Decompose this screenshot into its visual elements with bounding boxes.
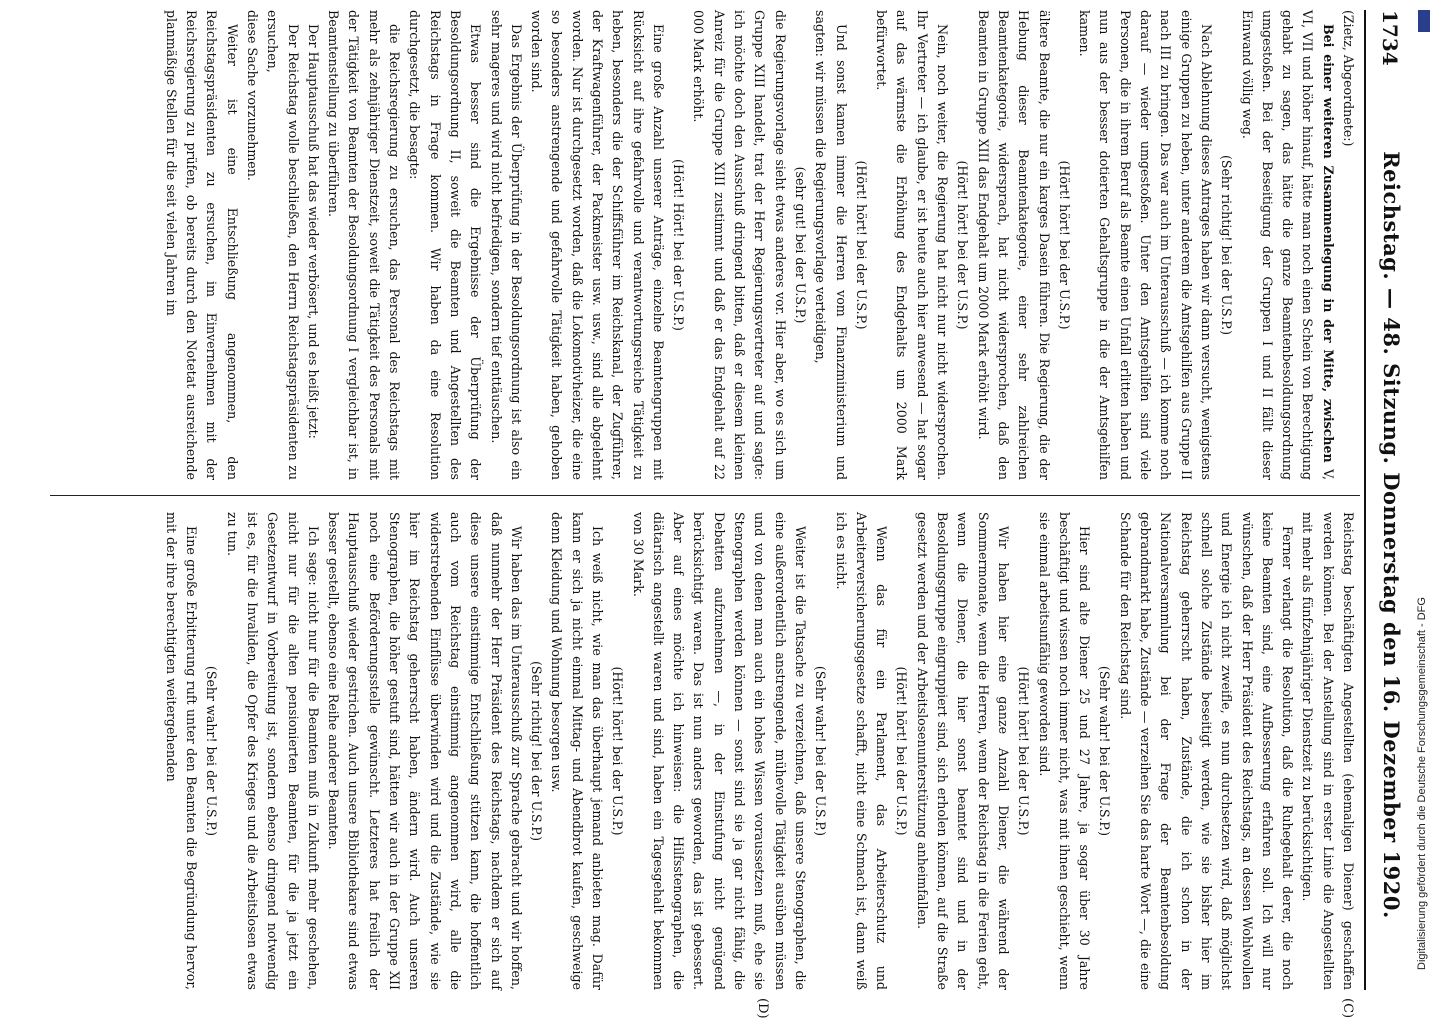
paragraph: Der Hauptausschuß hat das wieder verbösert, und es heißt jetzt: [305, 24, 321, 439]
interjection: (Hört! hört! bei der U.S.P.) [1056, 160, 1072, 330]
paragraph: Eine große Erbitterung ruft unter den Beamten die Begründung hervor, mit der ihre berechtigten weitergehenden [163, 512, 200, 990]
paragraph: Und sonst kamen immer die Herren vom Finanzministerium und sagten: wir müssen die Regierungsvorlage verteidigen, [813, 10, 849, 480]
right-column [160, 512, 1358, 990]
paragraph: Weiter ist eine Entschließung angenommen, den Reichstagspräsidenten zu ersuchen, im Einvernehmen mit der Reichsregierung zu prüfen, ob bereits durch den Notetat ausreichende planmäßige Stellen für die seit vielen Jahren im [163, 10, 240, 480]
digitization-credit-text: Digitalisierung gefördert durch die Deutsche Forschungsgemeinschaft - DFG [1416, 597, 1428, 970]
paragraph [1236, 10, 1337, 480]
interjection: (Sehr wahr! bei der U.S.P.) [204, 665, 220, 837]
paragraph: Etwas besser sind die Ergebnisse der Überprüfung der Besoldungsordnung II, soweit die Beamten und Angestellten des Reichstags in Frage kommen. Wir haben da eine Resolution durchgesetzt, die besagte: [407, 10, 484, 480]
paragraph: Wenn das für ein Parlament, das Arbeiterschutz und Arbeiterversicherungsgesetze schafft, nicht eine Schmach ist, dann weiß ich es nicht. [833, 512, 890, 990]
rotated-page-content [40, 0, 1410, 1019]
left-column [160, 10, 1358, 480]
paragraph: Nach Ablehnung dieses Antrages haben wir dann versucht, wenigstens einige Gruppen zu heben, unter anderem die Amtsgehilfen aus Gruppe II nach III zu bringen. Das war auch im Unterausschuß — ich komme noch darauf — wieder umgestoßen. Unter den Amtsgehilfen sind viele Personen, die in ihrem Beruf als Beamte einen Unfall erlitten haben und nun aus der besser dotierten Gehaltsgruppe in die der Amtsgehilfen kamen. [1077, 10, 1214, 480]
margin-marker-d: (D) [755, 998, 770, 1019]
interjection: (sehr gut! bei der U.S.P.) [792, 166, 808, 324]
paragraph-text: V, VI, VII und höher hinauf, hätte man noch einen Schein von Berechtigung gehabt zu sagen, das hätte die ganze Beamtenbesoldungsordnung umgestoßen. Bei der Beseitigung der Gruppen I und II fällt dieser Einwand völlig weg. [1239, 10, 1336, 480]
interjection: (Sehr wahr! bei der U.S.P.) [813, 665, 829, 837]
paragraph: Reichstag beschäftigten Angestellten (ehemaligen Diener) geschaffen werden können. Bei der Anstellung sind in erster Linie die Angestellten mit mehr als fünfzehnjähriger Dienstzeit zu berücksichtigen. [1300, 512, 1356, 990]
paragraph: Hier sind alte Diener 25 und 27 Jahre, ja sogar über 30 Jahre beschäftigt und wissen noch immer nicht, was mit ihnen geschieht, wenn sie einmal arbeitsunfähig geworden sind. [1036, 512, 1093, 990]
paragraph: Ich weiß nicht, wie man das überhaupt jemand anbieten mag. Dafür kann er sich ja nicht einmal Mittag- und Abendbrot kaufen, geschweige denn Kleidung und Wohnung besorgen usw. [549, 512, 606, 990]
interjection: (Sehr richtig! bei der U.S.P.) [1219, 154, 1235, 336]
speaker-label: (Zietz, Abgeordnete:) [1341, 10, 1356, 147]
interjection: (Hört! hört! bei der U.S.P.) [955, 160, 971, 330]
paragraph: die Regierungsvorlage sieht etwas anderes vor. Hier aber, wo es sich um Gruppe XIII handelt, trat der Herr Regierungsvertreter auf und sagte: ich möchte doch den Ausschuß dringend bitten, daß er diesem kleinen Anreiz für die Gruppe XIII zustimmt und daß er das Endgehalt auf 22 000 Mark erhöht. [691, 10, 788, 480]
interjection: (Hört! Hört! bei der U.S.P.) [671, 159, 687, 331]
paragraph: ältere Beamte, die nur ein karges Dasein führen. Die Regierung, die der Hebung dieser Beamtenkategorie, einer sehr zahlreichen Beamtenkategorie, widersprach, hat nicht widersprochen, daß den Beamten in Gruppe XIII das Endgehalt um 2000 Mark erhöht wird. [975, 10, 1052, 480]
paragraph: Eine große Anzahl unserer Anträge, einzelne Beamtengruppen mit Rücksicht auf ihre gefahrvolle und verantwortungsreiche Tätigkeit zu heben, besonders die der Schiffsführer im Reichskanal, der Zugführer, der Kraftwagenführer, der Packmeister usw. usw., sind alle abgelehnt worden. Nur ist durchgesetzt worden, daß die Lokomotivheizer, die eine so besonders anstrengende und gefahrvolle Tätigkeit haben, gehoben worden sind. [529, 10, 666, 480]
digitization-credit [1400, 10, 1428, 990]
paragraph: Wir haben hier eine ganze Anzahl Diener, die während der Sommermonate, wenn die Herren, wenn der Reichstag in die Ferien geht, wenn die Diener, die hier sonst beamtet sind und in der Besoldungsgruppe eingruppiert sind, sich erholen können, auf die Straße gesetzt werden und der Arbeitslosenunterstützung anheimfallen. [914, 512, 1011, 990]
interjection: (Sehr wahr! bei der U.S.P.) [1097, 665, 1113, 837]
quoted-resolution: Der Reichstag wolle beschließen, den Herrn Reichstagspräsidenten zu ersuchen, [265, 10, 301, 480]
interjection: (Hört! hört! bei der U.S.P.) [894, 666, 910, 836]
interjection: (Hört! hört! bei der U.S.P.) [610, 666, 626, 836]
paragraph: Das Ergebnis der Überprüfung in der Besoldungsordnung ist also ein sehr mageres und wird nicht befriedigen, sondern tief enttäuschen. [488, 10, 524, 480]
quoted-resolution: die Reichsregierung zu ersuchen, das Personal des Reichstags mit mehr als zehnjähriger Dienstzeit, soweit die Tätigkeit des Personals mit der Tätigkeit von Beamten der Besoldungsordnung I vergleichbar ist, in Beamtenstellung zu überführen. [326, 10, 403, 480]
paragraph: Ich sage: nicht nur für die Beamten muß in Zukunft mehr geschehen, nicht nur für die alten pensionierten Beamten, für die ja jetzt ein Gesetzentwurf in Vorbereitung ist, sondern ebenso dringend notwendig ist es, für die Invaliden, die Opfer des Krieges und die Arbeitslosen etwas zu tun. [224, 512, 321, 990]
paragraph: Nein, noch weiter, die Regierung hat nicht nur nicht widersprochen. Ihr Vertreter — ich glaube, er ist heute auch hier anwesend — hat sogar auf das wärmste die Erhöhung des Endgehalts um 2000 Mark befürwortet. [874, 10, 951, 480]
dfg-logo-icon [1418, 10, 1430, 32]
paragraph-lead: Bei einer weiteren Zusammenlegung in der Mitte, zwischen [1320, 24, 1336, 463]
page-number: 1734 [1378, 10, 1402, 66]
interjection: (Hört! hört! bei der U.S.P.) [853, 160, 869, 330]
margin-marker-c: (C) [1340, 998, 1355, 1019]
paragraph: Ferner verlangt die Resolution, daß die Ruhegehalt derer, die noch keine Beamten sind, eine Aufbesserung erfahren soll. Ich will nur wünschen, daß der Herr Präsident des Reichstags, an dessen Wohlwollen und Energie ich nicht zweifle, es nun durchsetzen wird, daß möglichst schnell solche Zustände beseitigt werden, wie sie bisher hier im Reichstag geherrscht haben, Zustände, die ich schon in der Nationalversammlung bei der Frage der Beamtenbesoldung gebrandmarkt habe, Zustände — verzeihen Sie das harte Wort —, die eine Schande für den Reichstag sind. [1117, 512, 1296, 990]
page-title: Reichstag. — 48. Sitzung. Donnerstag den 16. Dezember 1920. [1379, 151, 1404, 919]
interjection: (Hört! hört! bei der U.S.P.) [1016, 666, 1032, 836]
interjection: (Sehr richtig! bei der U.S.P.) [529, 660, 545, 842]
paragraph: diese Sache vorzunehmen. [244, 10, 260, 181]
column-divider [50, 495, 1360, 496]
paragraph: Wir haben das im Unterausschuß zur Sprache gebracht und wir hoffen, daß nunmehr der Herr Präsident des Reichstags, nachdem er sich auf diese unsere einstimmige Entschließung stützen kann, die hoffentlich auch vom Reichstag einstimmig angenommen wird, alle die widerstrebenden Einflüsse überwinden wird und die Zustände, wie sie hier im Reichstag geherrscht haben, ändern wird. Auch unseren Stenographen, die höher gestuft sind, hätten wir auch in der Gruppe XII noch eine Beförderungsstelle gewünscht. Letzteres hat freilich der Hauptausschuß wieder gestrichen. Auch unsere Bibliothekare sind etwas besser gestellt, ebenso eine Reihe anderer Beamten. [326, 512, 524, 990]
paragraph: Weiter ist die Tatsache zu verzeichnen, daß unsere Stenographen, die eine außerordentlich anstrengende, mühevolle Tätigkeit ausüben müssen und von denen man auch ein hohes Wissen voraussetzen muß, ehe sie Stenographen werden können — sonst sind sie ja gar nicht fähig, die Debatten aufzunehmen —, in der Einstufung nicht genügend berücksichtigt waren. Das ist nun anders geworden, das ist gebessert. Aber auf eines möchte ich hinweisen: die Hilfsstenographen, die diätarisch angestellt waren und sind, haben ein Tagesgehalt bekommen von 30 Mark. [630, 512, 808, 990]
